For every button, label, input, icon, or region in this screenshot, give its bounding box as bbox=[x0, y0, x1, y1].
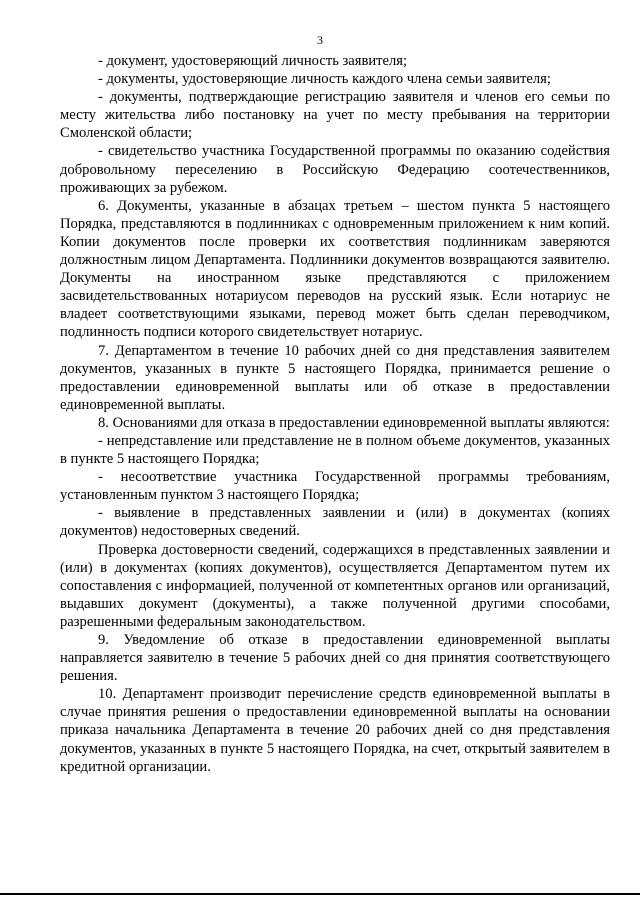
bottom-border-line bbox=[0, 893, 640, 895]
paragraph-registration-documents: - документы, подтверждающие регистрацию заявителя и членов его семьи по месту жительства либо постановку на учет по месту пребывания на территории Смоленской области; bbox=[60, 89, 610, 142]
document-body bbox=[60, 52, 610, 776]
paragraph-family-identity-documents: - документы, удостоверяющие личность каждого члена семьи заявителя; bbox=[98, 71, 551, 88]
paragraph-item-10: 10. Департамент производит перечисление средств единовременной выплаты в случае принятия решения о предоставлении единовременной выплаты на основании приказа начальника Департамента в течение 20 рабочих дней со дня представления документов, указанных в пункте 5 настоящего Порядка, на счет, открытый заявителем в кредитной организации. bbox=[60, 686, 610, 775]
paragraph-item-6: 6. Документы, указанные в абзацах третьем – шестом пункта 5 настоящего Порядка, представляются в подлинниках с одновременным приложением к ним копий. Копии документов после проверки их соответствия подлинникам заверяются должностным лицом Департамента. Подлинники документов возвращаются заявителю. Документы на иностранном языке представляются с приложением засвидетельствованных нотариусом переводов на русский язык. Если нотариус не владеет соответствующими языками, перевод может быть сделан переводчиком, подлинность подписи которого свидетельствует нотариус. bbox=[60, 197, 610, 341]
paragraph-refusal-reason-3: - выявление в представленных заявлении и (или) в документах (копиях документов) недостоверных сведений. bbox=[60, 505, 610, 540]
paragraph-refusal-reason-2: - несоответствие участника Государственной программы требованиям, установленным пунктом 3 настоящего Порядка; bbox=[60, 469, 610, 504]
paragraph-refusal-reason-1: - непредставление или представление не в полном объеме документов, указанных в пункте 5 настоящего Порядка; bbox=[60, 432, 610, 468]
page-number: 3 bbox=[317, 33, 323, 47]
paragraph-item-7: 7. Департаментом в течение 10 рабочих дней со дня представления заявителем документов, указанных в пункте 5 настоящего Порядка, принимается решение о предоставлении единовременной выплаты или об отказе в предоставлении единовременной выплаты. bbox=[60, 342, 610, 413]
paragraph-item-9: 9. Уведомление об отказе в предоставлении единовременной выплаты направляется заявителю в течение 5 рабочих дней со дня принятия соответствующего решения. bbox=[60, 632, 610, 685]
paragraph-identity-document: - документ, удостоверяющий личность заявителя; bbox=[98, 53, 408, 69]
paragraph-item-8: 8. Основаниями для отказа в предоставлении единовременной выплаты являются: bbox=[98, 414, 610, 431]
paragraph-program-certificate: - свидетельство участника Государственной программы по оказанию содействия добровольному переселению в Российскую Федерацию соотечественников, проживающих за рубежом. bbox=[60, 143, 610, 196]
paragraph-verification: Проверка достоверности сведений, содержащихся в представленных заявлении и (или) в документах (копиях документов), осуществляется Департаментом путем их сопоставления с информацией, полученной от компетентных органов или организаций, выдавших документ (документы), а также полученной другими способами, разрешенными федеральным законодательством. bbox=[60, 541, 610, 630]
